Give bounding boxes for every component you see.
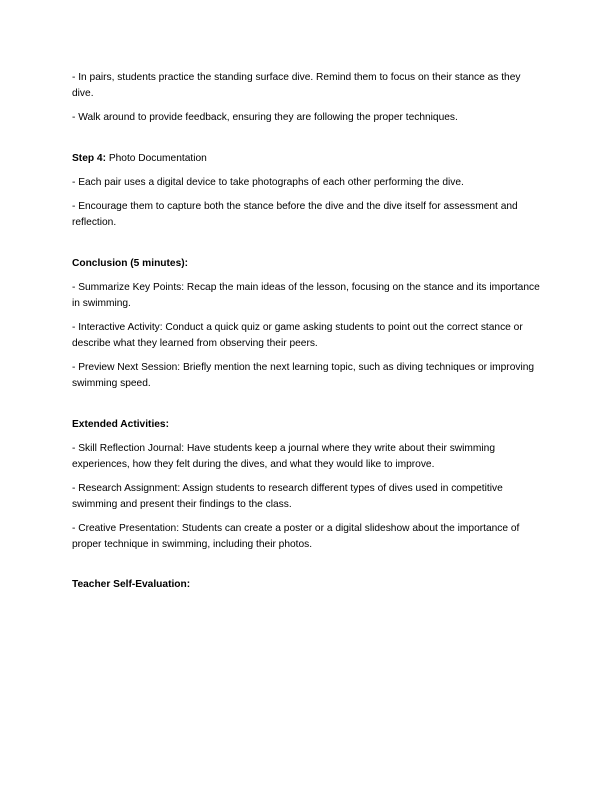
step4-item-capture: - Encourage them to capture both the stance before the dive and the dive itself for assessment and reflection. bbox=[72, 201, 518, 229]
document-page bbox=[72, 70, 542, 602]
extended-item-journal: - Skill Reflection Journal: Have students keep a journal where they write about their swimming experiences, how they felt during the dives, and what they would like to improve. bbox=[72, 442, 495, 470]
conclusion-item-summarize: - Summarize Key Points: Recap the main ideas of the lesson, focusing on the stance and its importance in swimming. bbox=[72, 281, 540, 309]
extended-item-presentation: - Creative Presentation: Students can create a poster or a digital slideshow about the importance of proper technique in swimming, including their photos. bbox=[72, 523, 520, 551]
section-gap bbox=[72, 240, 542, 256]
step4-item-photographs: - Each pair uses a digital device to take photographs of each other performing the dive. bbox=[72, 176, 464, 188]
step3-item-walk-around: - Walk around to provide feedback, ensuring they are following the proper techniques. bbox=[72, 112, 458, 124]
section-gap bbox=[72, 561, 542, 577]
conclusion-item-preview: - Preview Next Session: Briefly mention the next learning topic, such as diving techniques or improving swimming speed. bbox=[72, 362, 535, 390]
step4-label: Step 4: bbox=[72, 152, 106, 164]
section-gap bbox=[72, 135, 542, 151]
step4-title: Photo Documentation bbox=[108, 152, 207, 164]
step4-heading bbox=[72, 151, 542, 167]
section-gap bbox=[72, 401, 542, 417]
conclusion-item-interactive: - Interactive Activity: Conduct a quick quiz or game asking students to point out the correct stance or describe what they learned from observing their peers. bbox=[72, 322, 523, 349]
conclusion-heading: Conclusion (5 minutes): bbox=[72, 257, 189, 269]
teacher-self-evaluation-heading: Teacher Self-Evaluation: bbox=[72, 579, 191, 591]
step3-item-pairs-practice: - In pairs, students practice the standing surface dive. Remind them to focus on their stance as they dive. bbox=[72, 72, 521, 99]
extended-activities-heading: Extended Activities: bbox=[72, 418, 169, 430]
extended-item-research: - Research Assignment: Assign students to research different types of dives used in competitive swimming and present their findings to the class. bbox=[72, 483, 503, 510]
